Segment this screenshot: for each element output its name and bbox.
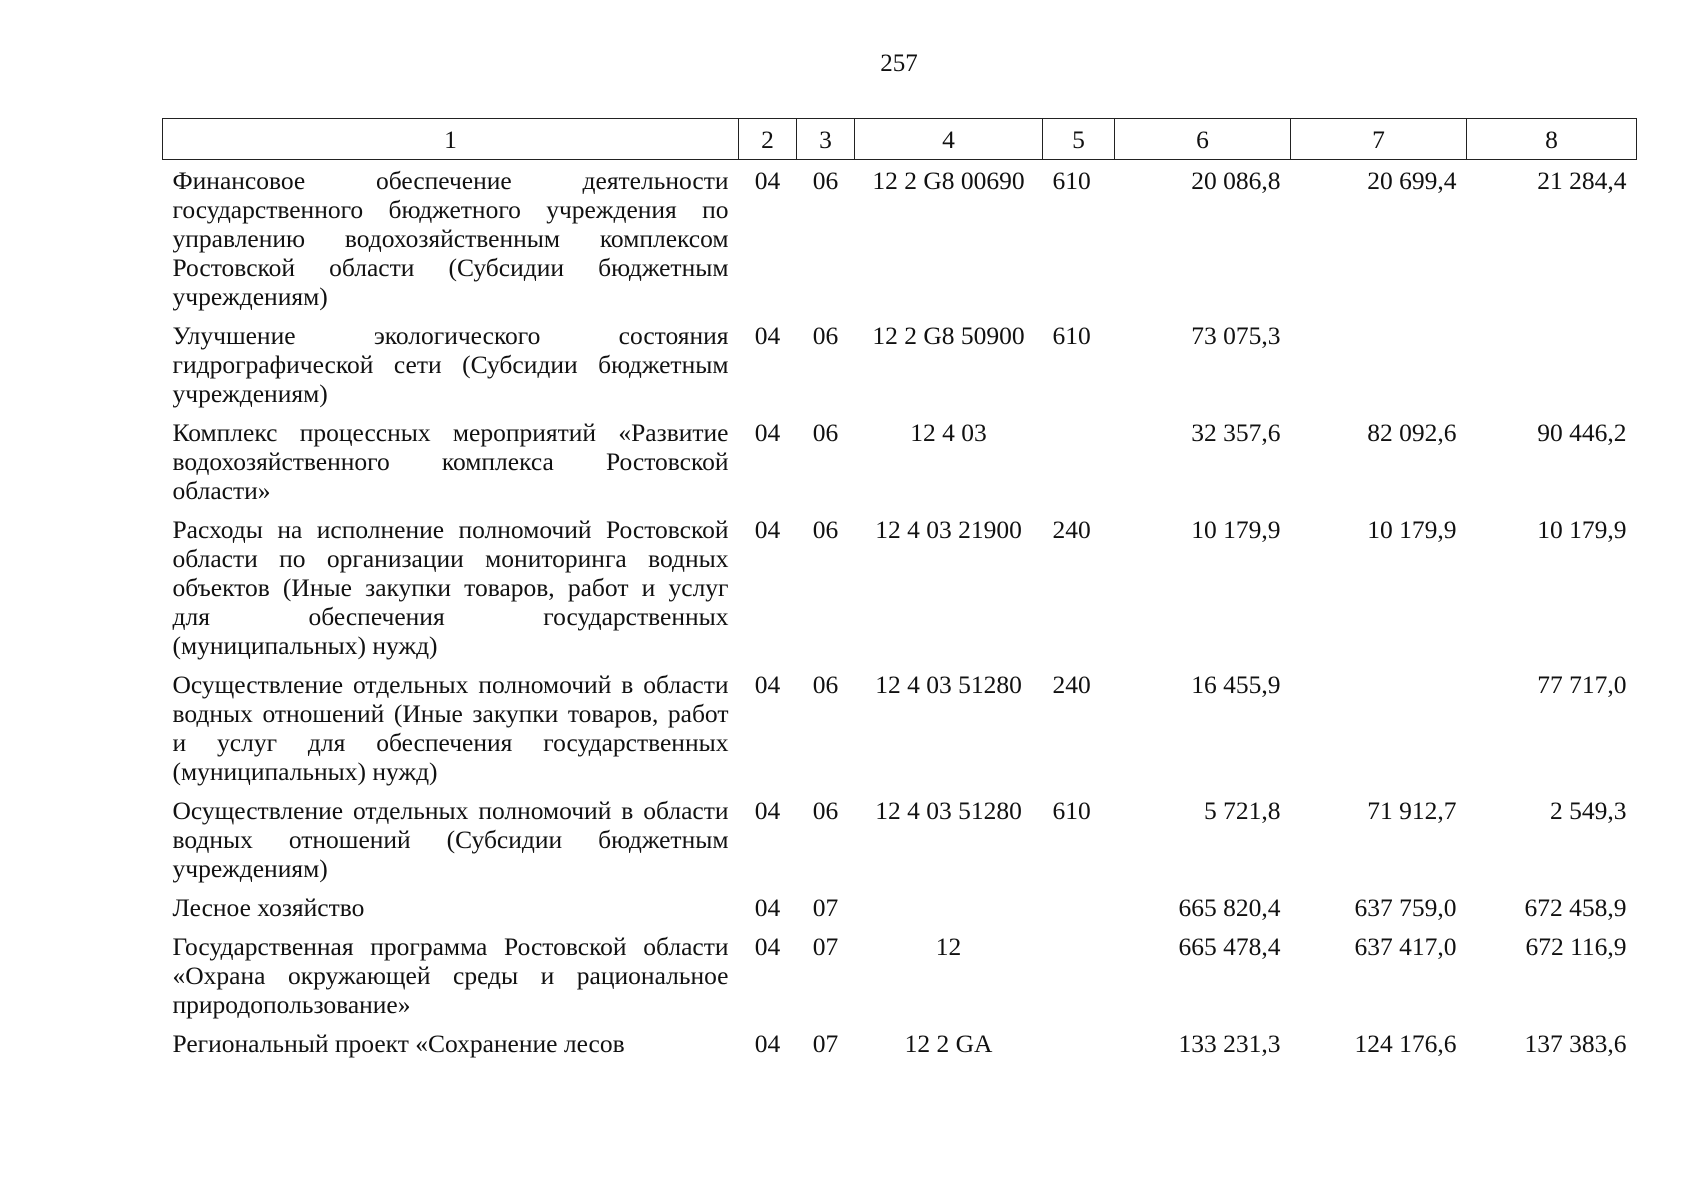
target-code: 12 2 GA bbox=[904, 1029, 993, 1058]
amount-col6: 665 820,4 bbox=[1178, 893, 1281, 922]
subsection-code: 06 bbox=[812, 321, 839, 350]
table-row bbox=[163, 160, 1637, 322]
table-row bbox=[163, 932, 1637, 1029]
amount-col6: 5 721,8 bbox=[1204, 796, 1281, 825]
table-row bbox=[163, 321, 1637, 418]
subsection-code: 07 bbox=[812, 1029, 839, 1058]
row-name: Региональный проект «Сохранение лесов bbox=[172, 1029, 625, 1058]
column-header: 2 bbox=[739, 119, 797, 160]
amount-col6: 16 455,9 bbox=[1191, 670, 1281, 699]
amount-col8: 21 284,4 bbox=[1537, 166, 1627, 195]
expense-type-code bbox=[1043, 893, 1115, 932]
section-code: 04 bbox=[754, 321, 781, 350]
column-header: 6 bbox=[1115, 119, 1291, 160]
target-code: 12 4 03 bbox=[910, 418, 987, 447]
section-code: 04 bbox=[754, 418, 781, 447]
amount-col8: 137 383,6 bbox=[1524, 1029, 1627, 1058]
amount-col6: 665 478,4 bbox=[1178, 932, 1281, 961]
amount-col8: 672 116,9 bbox=[1525, 932, 1627, 961]
target-code: 12 2 G8 00690 bbox=[872, 166, 1025, 195]
budget-table bbox=[162, 118, 1637, 1068]
section-code: 04 bbox=[754, 796, 781, 825]
amount-col6: 20 086,8 bbox=[1191, 166, 1281, 195]
page-number: 257 bbox=[880, 50, 918, 77]
row-name: Комплекс процессных мероприятий «Развитие водохозяйственного комплекса Ростовской области» bbox=[172, 418, 729, 505]
column-header: 4 bbox=[855, 119, 1043, 160]
column-header: 7 bbox=[1291, 119, 1467, 160]
table-row bbox=[163, 670, 1637, 796]
column-header: 1 bbox=[163, 119, 739, 160]
row-name: Осуществление отдельных полномочий в области водных отношений (Иные закупки товаров, работ и услуг для обеспечения государственных (муниципальных) нужд) bbox=[172, 670, 729, 786]
target-code bbox=[855, 893, 1043, 932]
section-code: 04 bbox=[754, 670, 781, 699]
amount-col6: 10 179,9 bbox=[1191, 515, 1281, 544]
amount-col8: 90 446,2 bbox=[1537, 418, 1627, 447]
amount-col7 bbox=[1291, 321, 1467, 418]
expense-type-code bbox=[1043, 1029, 1115, 1068]
amount-col6: 133 231,3 bbox=[1178, 1029, 1281, 1058]
row-name: Расходы на исполнение полномочий Ростовской области по организации мониторинга водных объектов (Иные закупки товаров, работ и услуг для обеспечения государственных (муниципальных) нужд) bbox=[172, 515, 729, 660]
amount-col8: 10 179,9 bbox=[1537, 515, 1627, 544]
amount-col8: 77 717,0 bbox=[1537, 670, 1627, 699]
table-row bbox=[163, 1029, 1637, 1068]
target-code: 12 2 G8 50900 bbox=[872, 321, 1025, 350]
subsection-code: 06 bbox=[812, 166, 839, 195]
subsection-code: 06 bbox=[812, 418, 839, 447]
section-code: 04 bbox=[754, 893, 781, 922]
subsection-code: 06 bbox=[812, 515, 839, 544]
amount-col7: 124 176,6 bbox=[1354, 1029, 1457, 1058]
expense-type-code: 610 bbox=[1052, 796, 1091, 825]
column-header: 3 bbox=[797, 119, 855, 160]
amount-col7: 637 759,0 bbox=[1354, 893, 1457, 922]
table-row bbox=[163, 418, 1637, 515]
expense-type-code: 610 bbox=[1052, 166, 1091, 195]
row-name: Финансовое обеспечение деятельности государственного бюджетного учреждения по управлению водохозяйственным комплексом Ростовской области (Субсидии бюджетным учреждениям) bbox=[172, 166, 729, 311]
amount-col7: 20 699,4 bbox=[1367, 166, 1457, 195]
expense-type-code: 610 bbox=[1052, 321, 1091, 350]
row-name: Осуществление отдельных полномочий в области водных отношений (Субсидии бюджетным учреждениям) bbox=[172, 796, 729, 883]
column-header: 5 bbox=[1043, 119, 1115, 160]
amount-col8 bbox=[1467, 321, 1637, 418]
section-code: 04 bbox=[754, 932, 781, 961]
table-row bbox=[163, 515, 1637, 670]
amount-col7: 71 912,7 bbox=[1367, 796, 1457, 825]
amount-col8: 2 549,3 bbox=[1550, 796, 1627, 825]
target-code: 12 4 03 51280 bbox=[875, 670, 1022, 699]
target-code: 12 4 03 51280 bbox=[875, 796, 1022, 825]
subsection-code: 07 bbox=[812, 893, 839, 922]
amount-col6: 73 075,3 bbox=[1191, 321, 1281, 350]
row-name: Улучшение экологического состояния гидрографической сети (Субсидии бюджетным учреждениям) bbox=[172, 321, 729, 408]
subsection-code: 06 bbox=[812, 796, 839, 825]
amount-col7: 10 179,9 bbox=[1367, 515, 1457, 544]
section-code: 04 bbox=[754, 515, 781, 544]
table-row bbox=[163, 796, 1637, 893]
amount-col8: 672 458,9 bbox=[1524, 893, 1627, 922]
subsection-code: 07 bbox=[812, 932, 839, 961]
expense-type-code bbox=[1043, 418, 1115, 515]
column-header: 8 bbox=[1467, 119, 1637, 160]
amount-col7: 82 092,6 bbox=[1367, 418, 1457, 447]
amount-col7: 637 417,0 bbox=[1354, 932, 1457, 961]
row-name: Государственная программа Ростовской области «Охрана окружающей среды и рациональное природопользование» bbox=[172, 932, 729, 1019]
expense-type-code: 240 bbox=[1052, 515, 1091, 544]
expense-type-code: 240 bbox=[1052, 670, 1091, 699]
amount-col6: 32 357,6 bbox=[1191, 418, 1281, 447]
table-row bbox=[163, 893, 1637, 932]
target-code: 12 bbox=[935, 932, 962, 961]
amount-col7 bbox=[1291, 670, 1467, 796]
section-code: 04 bbox=[754, 166, 781, 195]
target-code: 12 4 03 21900 bbox=[875, 515, 1022, 544]
table-header-row bbox=[163, 119, 1637, 160]
expense-type-code bbox=[1043, 932, 1115, 1029]
subsection-code: 06 bbox=[812, 670, 839, 699]
section-code: 04 bbox=[754, 1029, 781, 1058]
row-name: Лесное хозяйство bbox=[172, 893, 365, 922]
